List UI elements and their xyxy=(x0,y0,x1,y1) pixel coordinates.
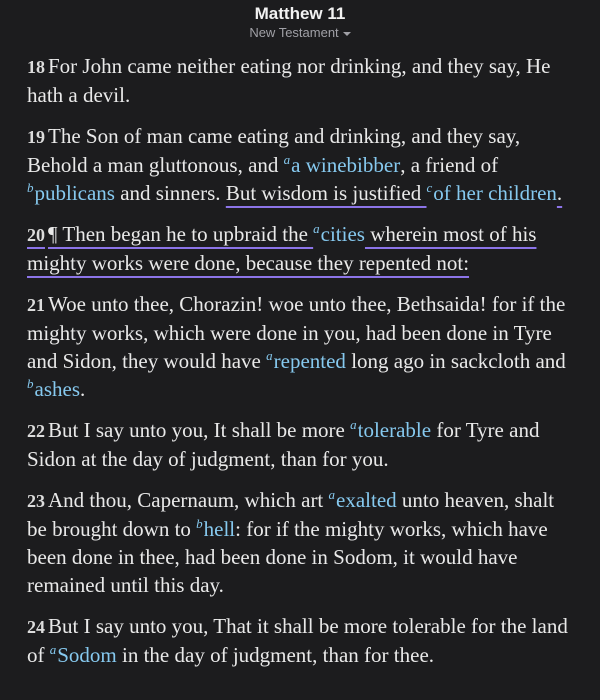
verse-text: . xyxy=(556,181,563,205)
chapter-header xyxy=(0,0,600,48)
verse-number: 24 xyxy=(27,617,45,637)
highlighted-text[interactable] xyxy=(27,222,536,275)
chevron-down-icon xyxy=(343,32,351,36)
footnote-marker: b xyxy=(27,180,34,195)
verse-text: For John came neither eating nor drinking, and they say, He hath a devil. xyxy=(27,54,551,107)
footnote-link[interactable] xyxy=(266,347,346,375)
verse-24[interactable] xyxy=(27,612,577,669)
footnote-link[interactable] xyxy=(196,515,235,543)
verse-19[interactable] xyxy=(27,122,577,207)
footnote-link[interactable] xyxy=(313,220,365,248)
footnote-word: ashes xyxy=(34,377,80,401)
verse-number: 20 xyxy=(27,225,45,245)
verse-18[interactable] xyxy=(27,52,577,109)
footnote-word: repented xyxy=(273,349,346,373)
footnote-link[interactable] xyxy=(329,486,397,514)
footnote-marker: a xyxy=(328,487,336,502)
verse-text: long ago in sackcloth and xyxy=(345,349,566,373)
verse-text: . xyxy=(80,377,86,401)
footnote-marker: a xyxy=(266,348,273,363)
footnote-marker: b xyxy=(196,516,203,531)
footnote-word: of her children xyxy=(433,181,557,205)
footnote-word: hell xyxy=(203,517,236,541)
verse-text: And thou, Capernaum, which art xyxy=(48,488,329,512)
footnote-word: cities xyxy=(320,222,365,246)
verse-number: 22 xyxy=(27,421,45,441)
verse-text: , a friend of xyxy=(400,153,499,177)
verse-text: Woe unto thee, Chorazin! woe unto thee, Bethsaida! for if the mighty works, which were done in you, had been done in Tyre and Sidon, they would have xyxy=(27,292,566,373)
footnote-word: Sodom xyxy=(57,643,117,667)
verse-22[interactable] xyxy=(27,416,577,473)
footnote-link[interactable] xyxy=(284,151,401,179)
verse-21[interactable] xyxy=(27,290,577,403)
verse-text: wherein most of his mighty works were done, because they repented not: xyxy=(27,222,537,275)
verse-number: 21 xyxy=(27,295,45,315)
chapter-title: Matthew 11 xyxy=(254,4,346,23)
verse-text: and sinners. xyxy=(114,181,226,205)
footnote-link[interactable] xyxy=(427,179,557,207)
verse-23[interactable] xyxy=(27,486,577,599)
footnote-link[interactable] xyxy=(27,179,115,207)
verse-text: But I say unto you, That it shall be more tolerable for the land of xyxy=(27,614,568,667)
verse-text: But I say unto you, It shall be more xyxy=(48,418,351,442)
verse-text: : for if the mighty works, which have been done in thee, had been done in Sodom, it would have remained until this day. xyxy=(27,517,548,597)
verse-number: 18 xyxy=(27,57,45,77)
verse-text: The Son of man came eating and drinking, and they say, Behold a man gluttonous, and xyxy=(27,124,521,177)
verse-number: 19 xyxy=(27,127,45,147)
highlighted-text[interactable] xyxy=(226,181,562,205)
footnote-word: exalted xyxy=(336,488,397,512)
testament-selector[interactable] xyxy=(249,24,350,42)
verse-text: ¶ Then began he to upbraid the xyxy=(48,222,314,246)
footnote-link[interactable] xyxy=(350,416,431,444)
footnote-link[interactable] xyxy=(27,375,80,403)
footnote-word: publicans xyxy=(34,181,115,205)
verse-text: unto heaven, shalt be brought down to xyxy=(27,488,555,541)
footnote-marker: c xyxy=(426,180,433,195)
footnote-marker: b xyxy=(27,376,34,391)
footnote-marker: a xyxy=(350,417,357,432)
chapter-text xyxy=(27,52,577,682)
footnote-marker: a xyxy=(49,642,57,657)
footnote-marker: a xyxy=(283,152,291,167)
verse-text: in the day of judgment, than for thee. xyxy=(116,643,435,667)
footnote-marker: a xyxy=(313,221,320,236)
footnote-word: a winebibber xyxy=(291,153,401,177)
footnote-link[interactable] xyxy=(50,641,117,669)
verse-text: But wisdom is justified xyxy=(225,181,427,205)
verse-number: 23 xyxy=(27,491,45,511)
verse-text: for Tyre and Sidon at the day of judgment, than for you. xyxy=(27,418,540,471)
testament-label: New Testament xyxy=(249,25,339,40)
verse-20[interactable] xyxy=(27,220,577,277)
footnote-word: tolerable xyxy=(357,418,432,442)
